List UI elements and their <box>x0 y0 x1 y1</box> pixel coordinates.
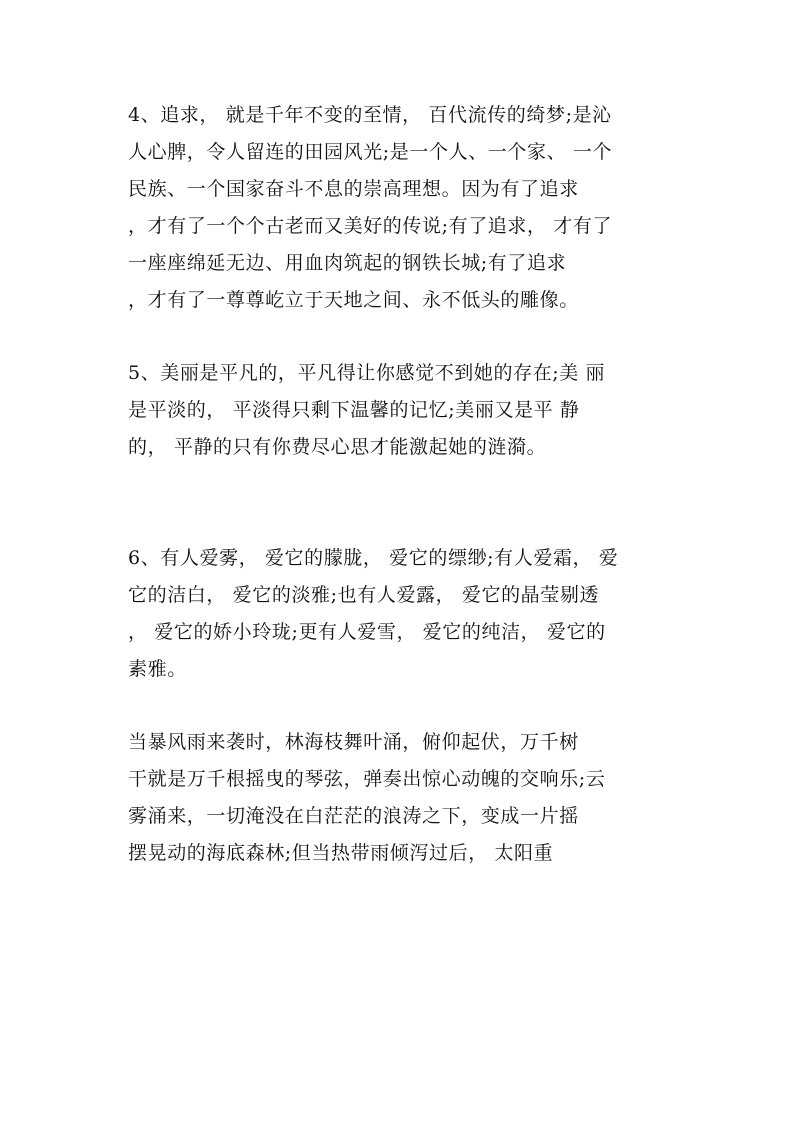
text-line: 雾涌来，一切淹没在白茫茫的浪涛之下，变成一片摇 <box>128 805 579 827</box>
text-line: 干就是万千根摇曳的琴弦，弹奏出惊心动魄的交响乐;云 <box>128 768 606 790</box>
paragraph-pursuit <box>128 97 678 319</box>
text-line: 一座座绵延无边、用血肉筑起的钢铁长城;有了追求 <box>128 252 567 274</box>
text-line: 人心脾，令人留连的田园风光;是一个人、一个家、 一个 <box>128 141 613 163</box>
paragraph-fog-frost-dew-snow <box>128 540 678 688</box>
paragraph-storm-forest <box>128 724 678 872</box>
text-line: ，才有了一个个古老而又美好的传说;有了追求， 才有了 <box>128 215 613 237</box>
text-line: 5、美丽是平凡的，平凡得让你感觉不到她的存在;美 丽 <box>128 362 606 384</box>
text-line: 4、追求， 就是千年不变的至情， 百代流传的绮梦;是沁 <box>128 104 612 126</box>
text-line: 它的洁白， 爱它的淡雅;也有人爱露， 爱它的晶莹剔透 <box>128 584 600 606</box>
text-line: 素雅。 <box>128 658 187 680</box>
text-line: 是平淡的， 平淡得只剩下温馨的记忆;美丽又是平 静 <box>128 399 580 421</box>
text-line: 民族、一个国家奋斗不息的崇高理想。因为有了追求 <box>128 178 579 200</box>
text-line: 的， 平静的只有你费尽心思才能激起她的涟漪。 <box>128 436 547 458</box>
text-line: 当暴风雨来袭时，林海枝舞叶涌，俯仰起伏，万千树 <box>128 731 579 753</box>
text-line: 摆晃动的海底森林;但当热带雨倾泻过后， 太阳重 <box>128 842 554 864</box>
paragraph-beauty <box>128 355 678 466</box>
text-line: ， 爱它的娇小玲珑;更有人爱雪， 爱它的纯洁， 爱它的 <box>128 621 606 643</box>
text-line: ，才有了一尊尊屹立于天地之间、永不低头的雕像。 <box>128 289 579 311</box>
text-line: 6、有人爱雾， 爱它的朦胧， 爱它的缥缈;有人爱霜， 爱 <box>128 547 619 569</box>
